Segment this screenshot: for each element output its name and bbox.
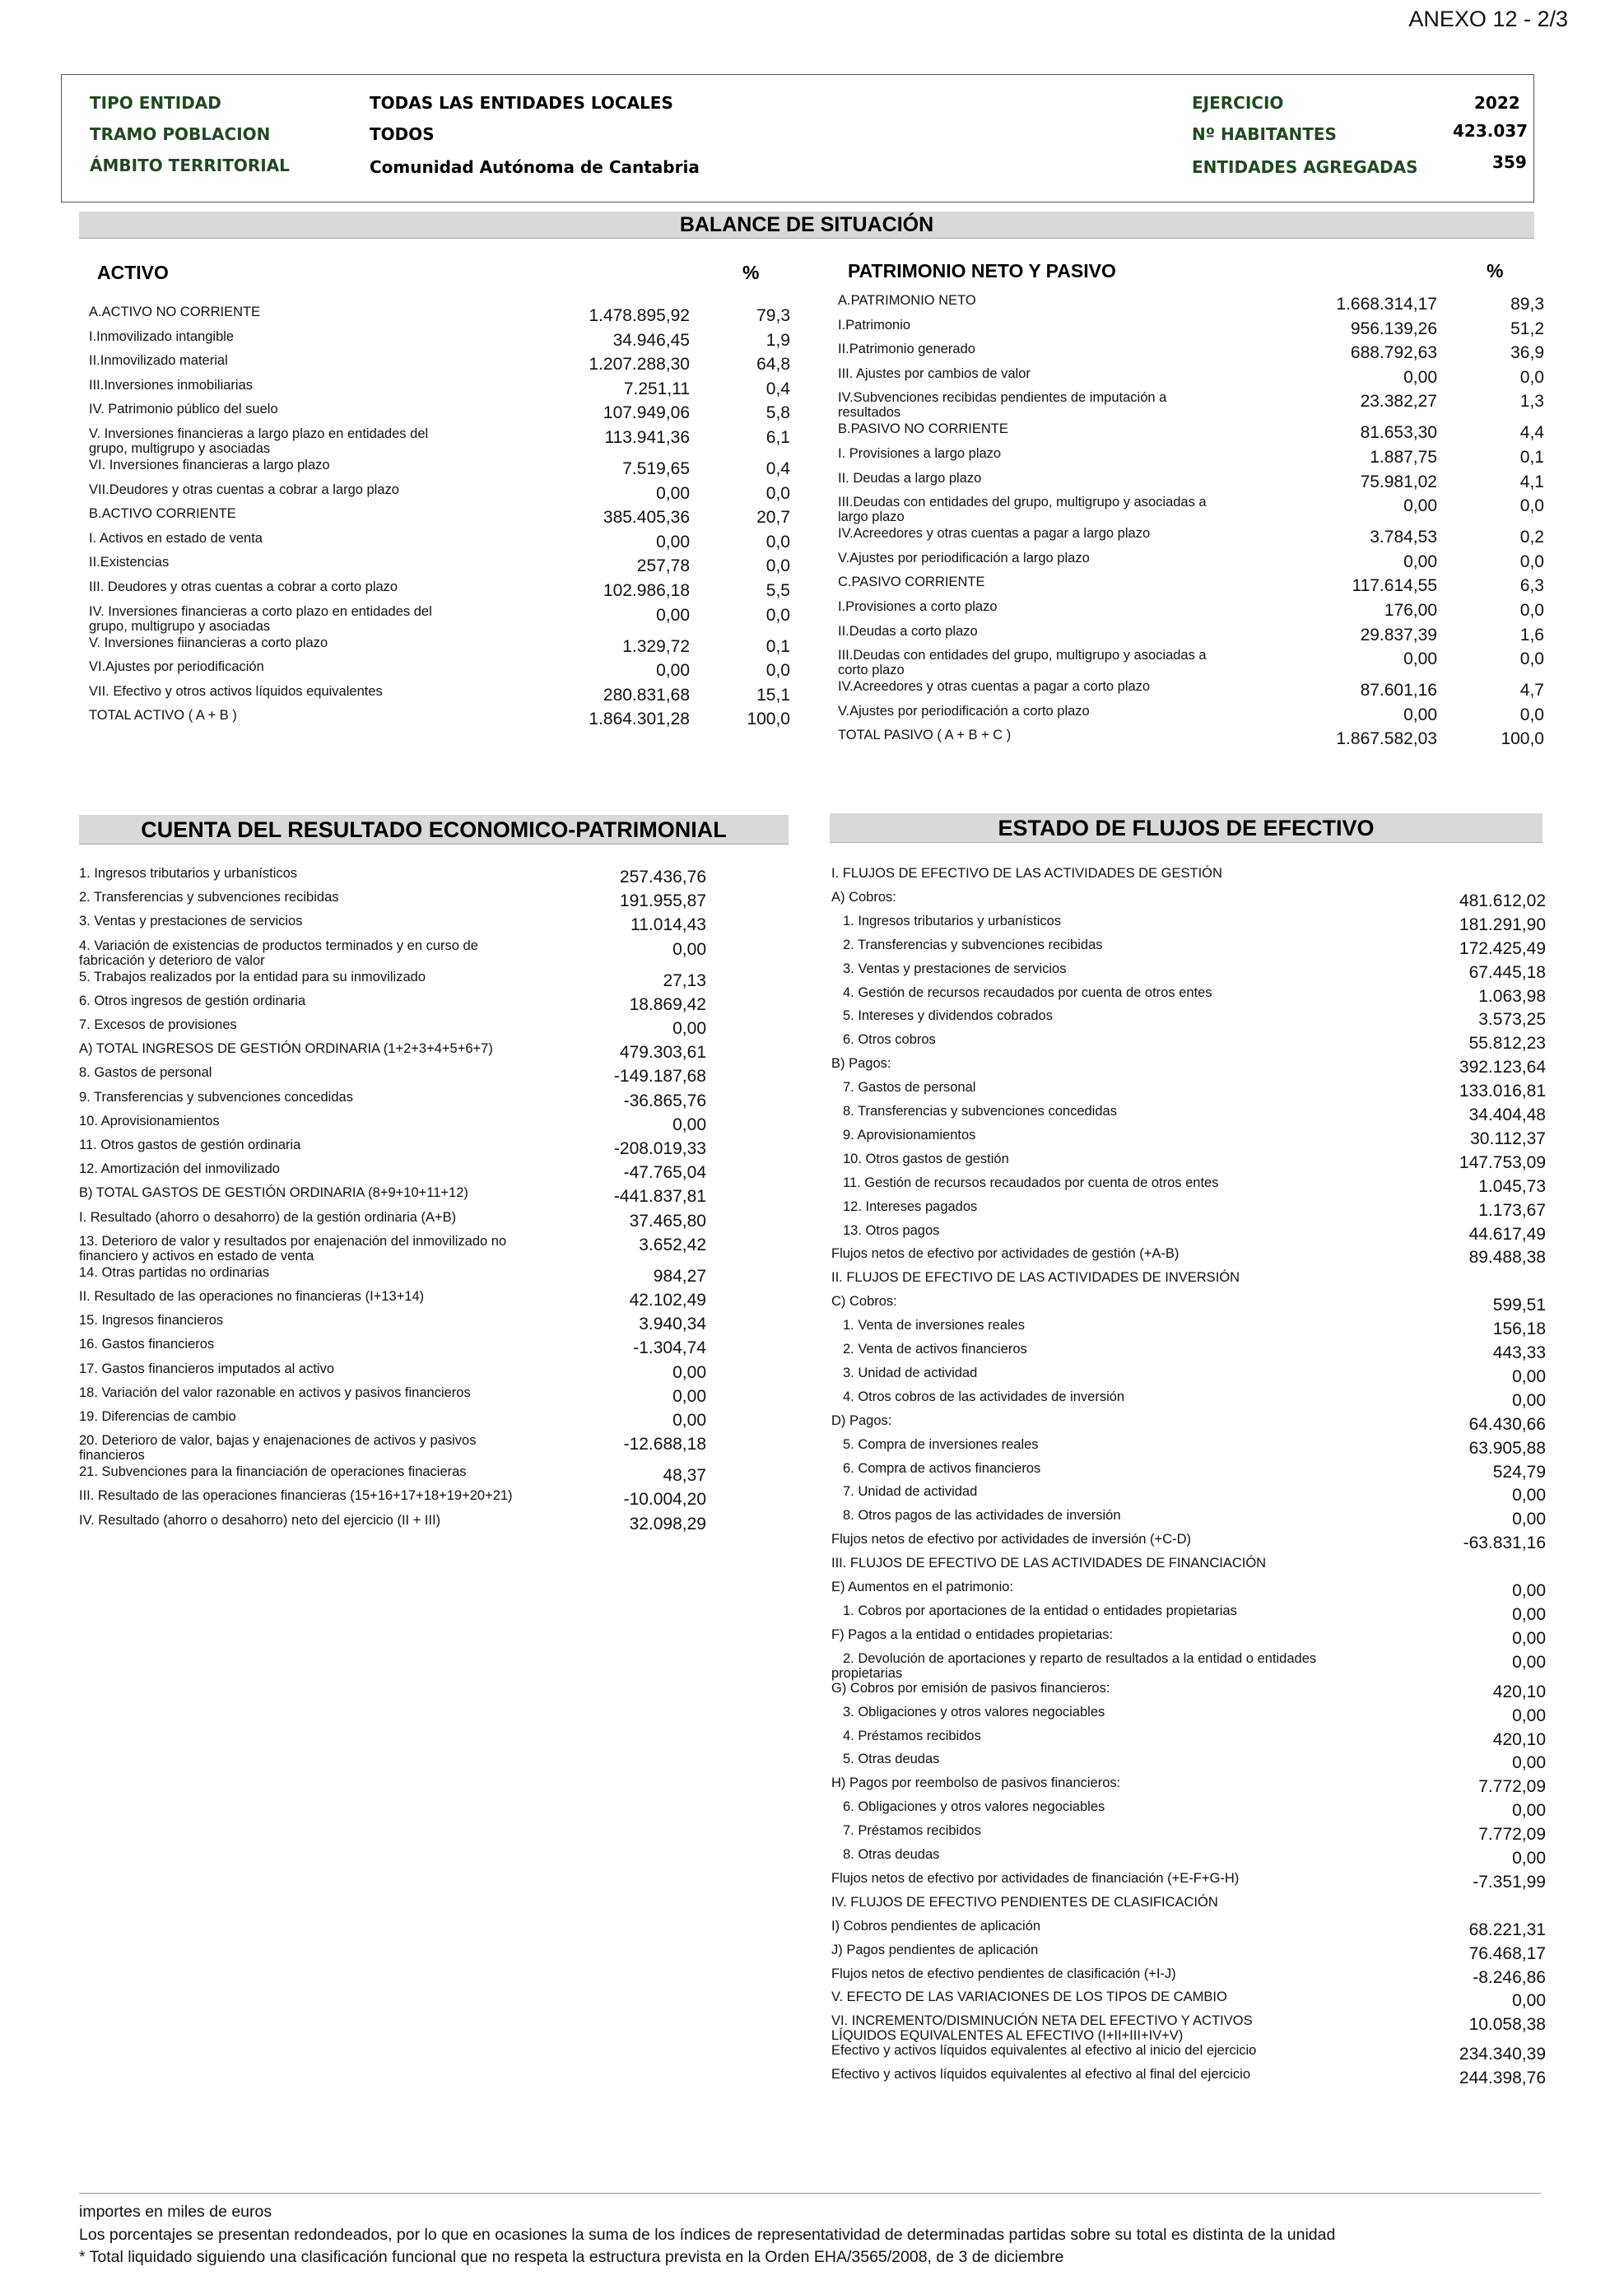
pasivo-row-label: I.Patrimonio — [838, 317, 911, 333]
flujos-row-value: 443,33 — [1492, 1343, 1546, 1362]
activo-row-percent: 0,0 — [765, 483, 790, 503]
flujos-row-value: 0,00 — [1512, 1849, 1546, 1868]
flujos-row-label: Efectivo y activos líquidos equivalentes al efectivo al final del ejercicio — [831, 2067, 1251, 2083]
cuenta-row-label: I. Resultado (ahorro o desahorro) de la gestión ordinaria (A+B) — [79, 1209, 457, 1225]
pasivo-row-label: III. Ajustes por cambios de valor — [838, 365, 1031, 381]
cuenta-row-value: 27,13 — [663, 970, 706, 990]
flujos-row-value: 599,51 — [1492, 1296, 1546, 1315]
activo-row-label: VI.Ajustes por periodificación — [89, 659, 264, 675]
pasivo-row-percent: 89,3 — [1510, 295, 1544, 314]
cuenta-row-label: 16. Gastos financieros — [79, 1337, 215, 1352]
flujos-row-value: 0,00 — [1512, 1366, 1546, 1386]
cuenta-row-label: 3. Ventas y prestaciones de servicios — [79, 914, 303, 929]
activo-row-percent: 20,7 — [756, 508, 790, 528]
activo-row-percent: 0,0 — [765, 532, 790, 551]
cuenta-row-value: 191.955,87 — [619, 891, 706, 911]
activo-row-percent: 79,3 — [756, 306, 790, 325]
flujos-row-value: 244.398,76 — [1459, 2069, 1546, 2088]
activo-row-label: I. Activos en estado de venta — [89, 530, 263, 546]
activo-row-value: 0,00 — [656, 661, 690, 681]
activo-row-label: A.ACTIVO NO CORRIENTE — [89, 305, 261, 319]
pasivo-row-percent: 0,0 — [1519, 601, 1544, 620]
flujos-row-label: J) Pagos pendientes de aplicación — [831, 1942, 1039, 1957]
pasivo-row-percent: 0,0 — [1519, 705, 1544, 724]
flujos-row-value: 1.063,98 — [1478, 986, 1546, 1006]
pasivo-row-percent: 0,2 — [1519, 528, 1544, 547]
pasivo-row-percent: 4,4 — [1519, 423, 1544, 443]
ejercicio-value: 2022 — [1474, 93, 1520, 113]
activo-row-percent: 0,0 — [765, 556, 790, 576]
flujos-row-value: 392.123,64 — [1459, 1058, 1546, 1077]
pasivo-row-value: 1.887,75 — [1370, 448, 1437, 467]
ambito-territorial-value: Comunidad Autónoma de Cantabria — [370, 157, 700, 177]
activo-row-label: II.Inmovilizado material — [89, 353, 228, 369]
activo-row-percent: 0,4 — [765, 459, 790, 478]
flujos-row-value: 420,10 — [1492, 1682, 1546, 1701]
flujos-row-label: II. FLUJOS DE EFECTIVO DE LAS ACTIVIDADES DE INVERSIÓN — [831, 1270, 1240, 1286]
pasivo-row-percent: 51,2 — [1510, 319, 1544, 338]
flujos-row-label: 12. Intereses pagados — [843, 1198, 978, 1214]
flujos-row-label: 3. Obligaciones y otros valores negociables — [843, 1704, 1105, 1720]
activo-row-value: 107.949,06 — [603, 403, 690, 423]
cuenta-row-value: 257.436,76 — [619, 868, 706, 887]
flujos-row-value: 0,00 — [1512, 1628, 1546, 1648]
cuenta-row-value: 0,00 — [672, 1115, 706, 1134]
pasivo-row-value: 176,00 — [1384, 601, 1437, 620]
flujos-row-label: 8. Otros pagos de las actividades de inversión — [843, 1508, 1121, 1524]
flujos-row-value: -63.831,16 — [1463, 1533, 1546, 1553]
flujos-row-label: F) Pagos a la entidad o entidades propietarias: — [831, 1626, 1114, 1642]
pasivo-row-label-continued: largo plazo — [838, 510, 905, 525]
pasivo-row-label: C.PASIVO CORRIENTE — [838, 575, 985, 590]
cuenta-row-label: III. Resultado de las operaciones financieras (15+16+17+18+19+20+21) — [79, 1488, 513, 1504]
tramo-poblacion-value: TODOS — [370, 124, 435, 144]
pasivo-row-label: IV.Acreedores y otras cuentas a pagar a corto plazo — [838, 679, 1151, 695]
pasivo-row-percent: 4,1 — [1519, 472, 1544, 491]
flujos-row-value: 10.058,38 — [1468, 2015, 1546, 2035]
flujos-row-label: 8. Transferencias y subvenciones concedidas — [843, 1104, 1117, 1119]
pasivo-row-label: I. Provisiones a largo plazo — [838, 446, 1002, 461]
flujos-row-value: 63.905,88 — [1468, 1438, 1546, 1458]
flujos-row-value: 30.112,37 — [1470, 1129, 1546, 1148]
flujos-row-label: E) Aumentos en el patrimonio: — [831, 1580, 1014, 1594]
footer-units-note: importes en miles de euros — [79, 2203, 272, 2221]
flujos-row-label: 4. Gestión de recursos recaudados por cuenta de otros entes — [843, 984, 1212, 1000]
habitantes-value: 423.037 — [1453, 121, 1529, 141]
flujos-row-label-continued: propietarias — [831, 1665, 903, 1681]
cuenta-row-label-continued: financiero y activos en estado de venta — [79, 1248, 314, 1263]
cuenta-row-value: 0,00 — [672, 939, 706, 959]
pasivo-title: PATRIMONIO NETO Y PASIVO — [848, 260, 1116, 282]
cuenta-row-label: 9. Transferencias y subvenciones concedidas — [79, 1089, 353, 1105]
cuenta-row-label: 8. Gastos de personal — [79, 1065, 212, 1081]
pasivo-row-value: 117.614,55 — [1352, 576, 1437, 596]
pasivo-row-label: II.Deudas a corto plazo — [838, 623, 978, 639]
activo-row-value: 0,00 — [656, 605, 690, 625]
cuenta-row-label: 21. Subvenciones para la financiación de operaciones finacieras — [79, 1464, 467, 1480]
pasivo-row-label: I.Provisiones a corto plazo — [838, 599, 998, 614]
flujos-row-value: 172.425,49 — [1459, 938, 1546, 958]
activo-row-value: 34.946,45 — [612, 330, 690, 350]
flujos-row-value: 7.772,09 — [1478, 1825, 1546, 1845]
cuenta-row-value: 0,00 — [672, 1411, 706, 1430]
flujos-row-label: 7. Gastos de personal — [843, 1080, 976, 1096]
pasivo-row-label: II. Deudas a largo plazo — [838, 470, 982, 486]
tipo-entidad-label: TIPO ENTIDAD — [90, 93, 221, 113]
pasivo-row-value: 0,00 — [1403, 367, 1437, 387]
cuenta-row-value: 18.869,42 — [629, 994, 706, 1014]
entity-header — [61, 74, 1534, 202]
ambito-territorial-label: ÁMBITO TERRITORIAL — [90, 156, 290, 175]
cuenta-row-label: 6. Otros ingresos de gestión ordinaria — [79, 993, 306, 1008]
flujos-row-label-continued: LÍQUIDOS EQUIVALENTES AL EFECTIVO (I+II+III+IV+V) — [831, 2028, 1184, 2044]
flujos-row-label: A) Cobros: — [831, 889, 896, 905]
activo-row-value: 1.329,72 — [622, 636, 690, 656]
cuenta-row-value: -36.865,76 — [623, 1091, 706, 1110]
flujos-row-value: 68.221,31 — [1468, 1920, 1546, 1939]
pasivo-row-label: III.Deudas con entidades del grupo, multigrupo y asociadas a — [838, 495, 1207, 510]
activo-row-percent: 0,0 — [765, 661, 790, 681]
flujos-row-value: 156,18 — [1492, 1319, 1546, 1339]
activo-row-value: 102.986,18 — [603, 581, 690, 600]
cuenta-row-label: 10. Aprovisionamientos — [79, 1113, 220, 1129]
flujos-row-label: 13. Otros pagos — [843, 1222, 940, 1238]
cuenta-row-label: 4. Variación de existencias de productos terminados y en curso de — [79, 938, 478, 953]
cuenta-row-label: 15. Ingresos financieros — [79, 1313, 224, 1329]
pasivo-row-percent: 0,0 — [1519, 551, 1544, 571]
activo-pct-header: % — [742, 262, 760, 283]
flujos-row-label: 7. Unidad de actividad — [843, 1484, 978, 1500]
pasivo-row-value: 0,00 — [1403, 705, 1437, 724]
flujos-row-value: 64.430,66 — [1468, 1414, 1546, 1434]
tramo-poblacion-label: TRAMO POBLACION — [90, 124, 271, 144]
activo-row-percent: 5,5 — [765, 581, 790, 600]
flujos-row-value: 67.445,18 — [1468, 962, 1546, 982]
activo-row-label: VII. Efectivo y otros activos líquidos equivalentes — [89, 683, 383, 699]
pasivo-row-value: 1.668.314,17 — [1336, 295, 1437, 314]
cuenta-row-value: 11.014,43 — [631, 915, 706, 935]
flujos-row-value: 44.617,49 — [1468, 1224, 1546, 1244]
cuenta-row-value: 0,00 — [672, 1019, 706, 1038]
pasivo-row-value: 3.784,53 — [1370, 528, 1437, 547]
flujos-row-label: B) Pagos: — [831, 1056, 891, 1072]
pasivo-row-percent: 100,0 — [1501, 729, 1544, 749]
flujos-title: ESTADO DE FLUJOS DE EFECTIVO — [830, 813, 1543, 843]
flujos-row-value: 1.173,67 — [1478, 1200, 1546, 1220]
activo-row-percent: 64,8 — [756, 355, 790, 375]
cuenta-row-value: 37.465,80 — [629, 1211, 706, 1231]
pasivo-row-label-continued: resultados — [838, 405, 901, 421]
cuenta-row-value: -441.837,81 — [613, 1187, 706, 1207]
pasivo-row-label: II.Patrimonio generado — [838, 342, 975, 357]
flujos-row-value: 0,00 — [1512, 1991, 1546, 2011]
flujos-row-label: 1. Ingresos tributarios y urbanísticos — [843, 913, 1062, 928]
flujos-row-value: 481.612,02 — [1459, 891, 1546, 910]
activo-row-value: 7.251,11 — [623, 379, 690, 398]
cuenta-row-value: -149.187,68 — [613, 1067, 706, 1087]
cuenta-row-label: 7. Excesos de provisiones — [79, 1017, 237, 1032]
pasivo-row-label: V.Ajustes por periodificación a largo plazo — [838, 550, 1090, 565]
pasivo-row-percent: 4,7 — [1519, 681, 1544, 700]
flujos-row-label: 7. Préstamos recibidos — [843, 1823, 981, 1839]
cuenta-row-label: 19. Diferencias de cambio — [79, 1409, 236, 1424]
activo-row-value: 280.831,68 — [603, 685, 690, 705]
activo-row-percent: 0,0 — [765, 605, 790, 625]
flujos-row-label: 5. Otras deudas — [843, 1752, 940, 1767]
flujos-row-label: 9. Aprovisionamientos — [843, 1127, 976, 1142]
pasivo-row-value: 0,00 — [1403, 649, 1437, 669]
activo-row-label: VII.Deudores y otras cuentas a cobrar a largo plazo — [89, 482, 399, 497]
flujos-row-label: 6. Obligaciones y otros valores negociables — [843, 1799, 1105, 1815]
flujos-row-label: H) Pagos por reembolso de pasivos financieros: — [831, 1775, 1121, 1791]
flujos-row-value: 55.812,23 — [1468, 1034, 1546, 1054]
flujos-row-value: 0,00 — [1512, 1390, 1546, 1410]
flujos-row-value: 3.573,25 — [1478, 1010, 1546, 1030]
flujos-row-label: 8. Otras deudas — [843, 1847, 940, 1862]
flujos-row-label: Flujos netos de efectivo pendientes de clasificación (+I-J) — [831, 1966, 1176, 1981]
flujos-row-label: D) Pagos: — [831, 1412, 892, 1428]
flujos-row-label: I) Cobros pendientes de aplicación — [831, 1918, 1041, 1934]
flujos-row-value: 0,00 — [1512, 1801, 1546, 1821]
flujos-row-value: 0,00 — [1512, 1652, 1546, 1672]
activo-row-value: 113.941,36 — [604, 428, 690, 447]
flujos-row-value: 0,00 — [1512, 1581, 1546, 1600]
activo-row-percent: 15,1 — [756, 685, 790, 705]
cuenta-row-label-continued: fabricación y deterioro de valor — [79, 952, 265, 968]
flujos-row-label: Flujos netos de efectivo por actividades de gestión (+A-B) — [831, 1246, 1180, 1262]
flujos-row-label: Flujos netos de efectivo por actividades de financiación (+E-F+G-H) — [831, 1870, 1240, 1886]
flujos-row-label: 4. Préstamos recibidos — [843, 1728, 981, 1743]
activo-row-percent: 5,8 — [765, 403, 790, 423]
flujos-row-label: 2. Devolución de aportaciones y reparto de resultados a la entidad o entidades — [843, 1650, 1317, 1666]
pasivo-row-value: 956.139,26 — [1350, 319, 1437, 338]
flujos-row-label: VI. INCREMENTO/DISMINUCIÓN NETA DEL EFECTIVO Y ACTIVOS — [831, 2013, 1253, 2029]
pasivo-row-percent: 36,9 — [1510, 343, 1544, 363]
ejercicio-label: EJERCICIO — [1192, 93, 1284, 113]
activo-row-percent: 0,4 — [765, 379, 790, 398]
cuenta-row-value: 32.098,29 — [629, 1514, 706, 1533]
flujos-row-label: I. FLUJOS DE EFECTIVO DE LAS ACTIVIDADES DE GESTIÓN — [831, 866, 1222, 881]
activo-row-label: III.Inversiones inmobiliarias — [89, 377, 253, 393]
flujos-row-label: 5. Intereses y dividendos cobrados — [843, 1008, 1053, 1024]
pasivo-row-label: TOTAL PASIVO ( A + B + C ) — [838, 728, 1012, 743]
activo-row-label-continued: grupo, multigrupo y asociadas — [89, 618, 271, 634]
flujos-row-value: 0,00 — [1512, 1486, 1546, 1505]
flujos-row-label: G) Cobros por emisión de pasivos financieros: — [831, 1680, 1110, 1696]
pasivo-row-percent: 0,1 — [1519, 448, 1544, 467]
pasivo-row-value: 0,00 — [1403, 496, 1437, 516]
flujos-row-value: 0,00 — [1512, 1510, 1546, 1529]
flujos-row-label: 5. Compra de inversiones reales — [843, 1436, 1039, 1452]
cuenta-row-label: 5. Trabajos realizados por la entidad para su inmovilizado — [79, 969, 426, 984]
activo-row-label: V. Inversiones financieras a largo plazo en entidades del — [89, 426, 429, 441]
activo-row-label: IV. Inversiones financieras a corto plazo en entidades del — [89, 603, 432, 619]
activo-row-label: V. Inversiones fiinancieras a corto plazo — [89, 635, 328, 650]
pasivo-row-label: IV.Acreedores y otras cuentas a pagar a largo plazo — [838, 526, 1151, 542]
activo-row-label: B.ACTIVO CORRIENTE — [89, 506, 236, 522]
pasivo-row-label: B.PASIVO NO CORRIENTE — [838, 421, 1008, 437]
flujos-row-value: 0,00 — [1512, 1604, 1546, 1624]
flujos-row-label: 10. Otros gastos de gestión — [843, 1151, 1009, 1166]
pasivo-row-value: 81.653,30 — [1360, 423, 1437, 443]
flujos-row-label: 1. Cobros por aportaciones de la entidad o entidades propietarias — [843, 1603, 1237, 1618]
cuenta-row-label-continued: financieros — [79, 1448, 145, 1464]
cuenta-row-value: 3.652,42 — [639, 1235, 706, 1254]
activo-row-value: 385.405,36 — [603, 508, 690, 528]
cuenta-row-label: 11. Otros gastos de gestión ordinaria — [79, 1138, 301, 1152]
pasivo-row-percent: 1,6 — [1519, 625, 1544, 645]
flujos-row-value: 89.488,38 — [1468, 1248, 1546, 1268]
flujos-row-value: 7.772,09 — [1478, 1777, 1546, 1797]
pasivo-row-percent: 0,0 — [1519, 649, 1544, 669]
cuenta-row-label: B) TOTAL GASTOS DE GESTIÓN ORDINARIA (8+9+10+11+12) — [79, 1185, 468, 1201]
cuenta-row-label: II. Resultado de las operaciones no financieras (I+13+14) — [79, 1289, 425, 1304]
pasivo-row-value: 75.981,02 — [1360, 472, 1437, 491]
cuenta-row-label: 13. Deterioro de valor y resultados por enajenación del inmovilizado no — [79, 1233, 507, 1249]
cuenta-row-label: 1. Ingresos tributarios y urbanísticos — [79, 866, 298, 881]
flujos-row-label: C) Cobros: — [831, 1294, 897, 1310]
entidades-agregadas-label: ENTIDADES AGREGADAS — [1192, 157, 1418, 177]
flujos-row-label: 3. Unidad de actividad — [843, 1365, 978, 1380]
pasivo-row-percent: 0,0 — [1519, 496, 1544, 516]
cuenta-row-label: 18. Variación del valor razonable en activos y pasivos financieros — [79, 1384, 471, 1400]
cuenta-row-value: -1.304,74 — [633, 1338, 706, 1358]
cuenta-row-label: 17. Gastos financieros imputados al activo — [79, 1361, 334, 1376]
flujos-row-value: 0,00 — [1512, 1753, 1546, 1773]
pasivo-row-percent: 6,3 — [1519, 576, 1544, 596]
flujos-row-value: 524,79 — [1492, 1462, 1546, 1482]
activo-title: ACTIVO — [97, 262, 169, 283]
flujos-row-label: Efectivo y activos líquidos equivalentes al efectivo al inicio del ejercicio — [831, 2043, 1257, 2059]
cuenta-row-value: 48,37 — [663, 1466, 706, 1486]
cuenta-row-value: -208.019,33 — [613, 1139, 706, 1158]
cuenta-row-value: -12.688,18 — [623, 1435, 706, 1454]
flujos-row-value: 181.291,90 — [1459, 914, 1546, 934]
pasivo-row-value: 23.382,27 — [1360, 392, 1437, 412]
cuenta-row-value: -10.004,20 — [623, 1490, 706, 1510]
cuenta-row-value: 0,00 — [672, 1362, 706, 1382]
pasivo-row-label: V.Ajustes por periodificación a corto plazo — [838, 703, 1090, 719]
pasivo-row-label: IV.Subvenciones recibidas pendientes de imputación a — [838, 390, 1167, 406]
cuenta-row-value: 479.303,61 — [619, 1043, 706, 1063]
activo-row-value: 1.864.301,28 — [589, 710, 690, 729]
pasivo-pct-header: % — [1487, 260, 1504, 282]
activo-row-value: 0,00 — [656, 483, 690, 503]
activo-row-label: TOTAL ACTIVO ( A + B ) — [89, 708, 237, 724]
pasivo-row-value: 0,00 — [1403, 551, 1437, 571]
activo-row-label-continued: grupo, multigrupo y asociadas — [89, 441, 271, 456]
activo-row-label: VI. Inversiones financieras a largo plazo — [89, 458, 330, 472]
cuenta-row-value: -47.765,04 — [623, 1163, 706, 1183]
pasivo-row-label: A.PATRIMONIO NETO — [838, 293, 976, 308]
tipo-entidad-value: TODAS LAS ENTIDADES LOCALES — [370, 93, 673, 113]
cuenta-title: CUENTA DEL RESULTADO ECONOMICO-PATRIMONIAL — [79, 815, 789, 845]
activo-row-value: 0,00 — [656, 532, 690, 551]
flujos-row-value: 147.753,09 — [1459, 1152, 1546, 1172]
cuenta-row-label: 20. Deterioro de valor, bajas y enajenaciones de activos y pasivos — [79, 1433, 477, 1449]
cuenta-row-label: IV. Resultado (ahorro o desahorro) neto del ejercicio (II + III) — [79, 1512, 441, 1528]
flujos-row-value: 34.404,48 — [1468, 1105, 1546, 1124]
flujos-row-label: IV. FLUJOS DE EFECTIVO PENDIENTES DE CLASIFICACIÓN — [831, 1894, 1218, 1910]
flujos-row-value: 133.016,81 — [1459, 1082, 1546, 1101]
flujos-row-label: 2. Venta de activos financieros — [843, 1342, 1027, 1357]
balance-title: BALANCE DE SITUACIÓN — [79, 212, 1534, 239]
cuenta-row-label: 12. Amortización del inmovilizado — [79, 1161, 280, 1177]
flujos-row-value: 1.045,73 — [1478, 1176, 1546, 1196]
activo-row-value: 7.519,65 — [622, 459, 690, 478]
activo-row-label: I.Inmovilizado intangible — [89, 328, 235, 344]
cuenta-row-label: A) TOTAL INGRESOS DE GESTIÓN ORDINARIA (1+2+3+4+5+6+7) — [79, 1041, 493, 1057]
activo-row-value: 257,78 — [636, 556, 690, 576]
activo-row-label: IV. Patrimonio público del suelo — [89, 402, 278, 417]
activo-row-percent: 1,9 — [765, 330, 790, 350]
pasivo-row-value: 87.601,16 — [1360, 681, 1437, 700]
flujos-row-value: 0,00 — [1512, 1706, 1546, 1725]
pasivo-row-label: III.Deudas con entidades del grupo, multigrupo y asociadas a — [838, 648, 1207, 663]
flujos-row-value: 420,10 — [1492, 1729, 1546, 1749]
activo-row-percent: 6,1 — [765, 428, 790, 447]
cuenta-row-label: 2. Transferencias y subvenciones recibidas — [79, 890, 339, 905]
cuenta-row-label: 14. Otras partidas no ordinarias — [79, 1264, 270, 1280]
flujos-row-label: 3. Ventas y prestaciones de servicios — [843, 961, 1067, 976]
pasivo-row-value: 688.792,63 — [1350, 343, 1437, 363]
annex-label: ANEXO 12 - 2/3 — [1408, 7, 1568, 31]
cuenta-row-value: 0,00 — [672, 1386, 706, 1406]
cuenta-row-value: 984,27 — [653, 1266, 706, 1286]
cuenta-row-value: 3.940,34 — [639, 1315, 706, 1334]
flujos-row-label: 1. Venta de inversiones reales — [843, 1318, 1026, 1333]
activo-row-value: 1.207.288,30 — [589, 355, 690, 375]
entidades-agregadas-value: 359 — [1492, 152, 1527, 172]
flujos-row-label: III. FLUJOS DE EFECTIVO DE LAS ACTIVIDADES DE FINANCIACIÓN — [831, 1556, 1267, 1571]
footer-rounding-note: Los porcentajes se presentan redondeados, por lo que en ocasiones la suma de los índices de representatividad de determinadas partidas sobre su total es distinta de la unidad — [79, 2226, 1336, 2244]
flujos-row-value: 76.468,17 — [1468, 1943, 1546, 1963]
footer-functional-note: * Total liquidado siguiendo una clasificación funcional que no respeta la estructura prevista en la Orden EHA/3565/2008, de 3 de diciembre — [79, 2248, 1064, 2266]
flujos-row-label: 6. Otros cobros — [843, 1032, 936, 1048]
footer-divider — [79, 2193, 1541, 2194]
activo-row-label: II.Existencias — [89, 555, 170, 570]
pasivo-row-value: 29.837,39 — [1360, 625, 1437, 645]
flujos-row-label: 11. Gestión de recursos recaudados por cuenta de otros entes — [843, 1175, 1219, 1190]
flujos-row-value: -7.351,99 — [1473, 1872, 1546, 1892]
flujos-row-label: 2. Transferencias y subvenciones recibidas — [843, 937, 1103, 952]
habitantes-label: Nº HABITANTES — [1192, 124, 1337, 144]
pasivo-row-percent: 0,0 — [1519, 367, 1544, 387]
activo-row-percent: 100,0 — [747, 710, 790, 729]
flujos-row-label: Flujos netos de efectivo por actividades de inversión (+C-D) — [831, 1532, 1192, 1547]
flujos-row-value: 234.340,39 — [1459, 2045, 1546, 2064]
flujos-row-label: V. EFECTO DE LAS VARIACIONES DE LOS TIPOS DE CAMBIO — [831, 1989, 1227, 2005]
activo-row-label: III. Deudores y otras cuentas a cobrar a corto plazo — [89, 579, 398, 594]
pasivo-row-percent: 1,3 — [1519, 392, 1544, 412]
flujos-row-label: 6. Compra de activos financieros — [843, 1460, 1041, 1476]
flujos-row-label: 4. Otros cobros de las actividades de inversión — [843, 1389, 1125, 1404]
pasivo-row-value: 1.867.582,03 — [1336, 729, 1437, 749]
activo-row-value: 1.478.895,92 — [589, 306, 690, 325]
cuenta-row-value: 42.102,49 — [629, 1291, 706, 1310]
activo-row-percent: 0,1 — [765, 636, 790, 656]
flujos-row-value: -8.246,86 — [1473, 1967, 1546, 1987]
pasivo-row-label-continued: corto plazo — [838, 663, 905, 678]
